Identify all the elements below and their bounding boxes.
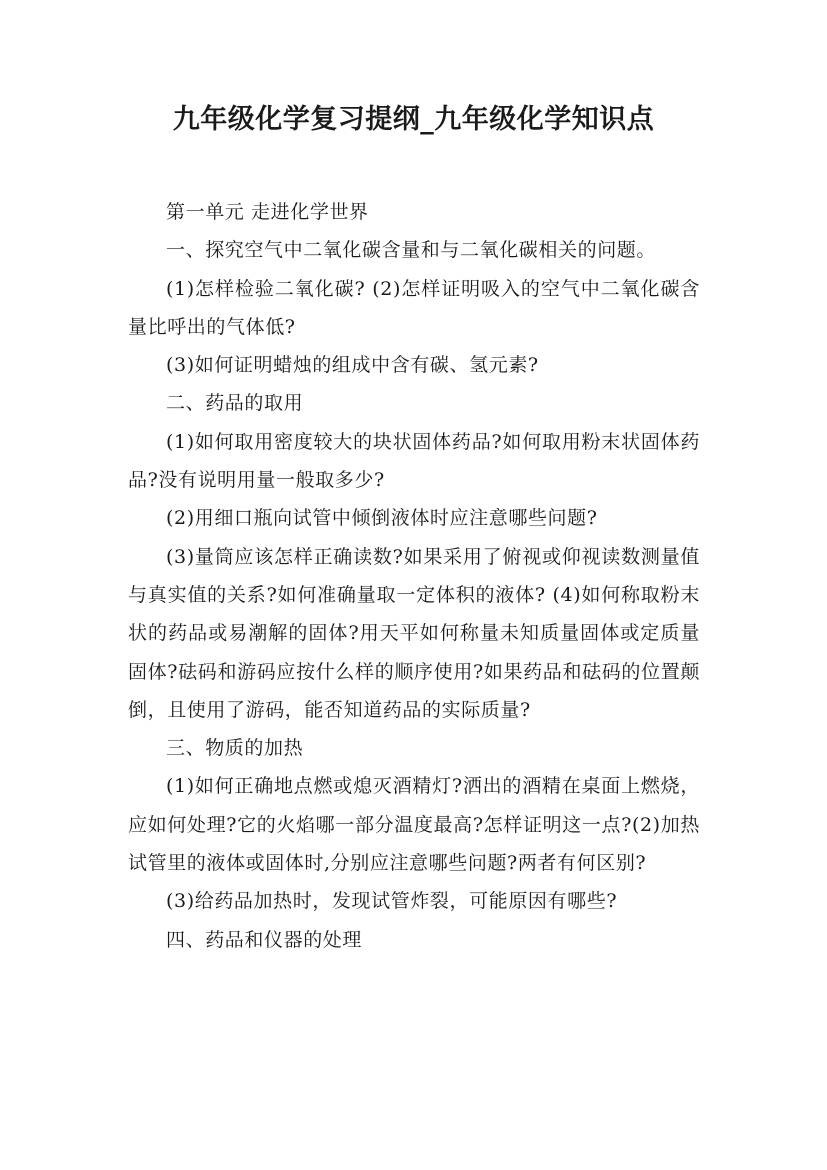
paragraph-section-2-q2: (2)用细口瓶向试管中倾倒液体时应注意哪些问题? (166, 507, 598, 530)
paragraph-section-3-q1-q2: (1)如何正确地点燃或熄灭酒精灯?洒出的酒精在桌面上燃烧，应如何处理?它的火焰哪一部分温度最高?怎样证明这一点?(2)加热试管里的液体或固体时,分别应注意哪些问题?两者有何区别? (128, 775, 700, 875)
document-title: 九年级化学复习提纲_九年级化学知识点 (172, 104, 655, 135)
paragraph-section-2-heading: 二、药品的取用 (166, 392, 304, 415)
document-body (128, 193, 700, 959)
paragraph-section-4-heading: 四、药品和仪器的处理 (166, 928, 363, 951)
paragraph-section-1-q3: (3)如何证明蜡烛的组成中含有碳、氢元素? (166, 354, 539, 377)
paragraph-section-3-q3: (3)给药品加热时，发现试管炸裂，可能原因有哪些? (166, 890, 618, 913)
paragraph-section-1-q1-q2: (1)怎样检验二氧化碳? (2)怎样证明吸入的空气中二氧化碳含量比呼出的气体低? (128, 277, 700, 338)
paragraph-section-2-q1: (1)如何取用密度较大的块状固体药品?如何取用粉末状固体药品?没有说明用量一般取多少? (128, 430, 700, 492)
paragraph-section-1-heading: 一、探究空气中二氧化碳含量和与二氧化碳相关的问题。 (166, 239, 657, 262)
paragraph-section-2-q3-q4: (3)量筒应该怎样正确读数?如果采用了俯视或仰视读数测量值与真实值的关系?如何准确量取一定体积的液体? (4)如何称取粉末状的药品或易潮解的固体?用天平如何称量未知质量固体或定质量固体?砝码和游码应按什么样的顺序使用?如果药品和砝码的位置颠倒，且使用了游码，能否知道药品的实际质量? (128, 545, 700, 721)
paragraph-unit-heading: 第一单元 走进化学世界 (166, 201, 369, 223)
paragraph-section-3-heading: 三、物质的加热 (166, 737, 304, 760)
